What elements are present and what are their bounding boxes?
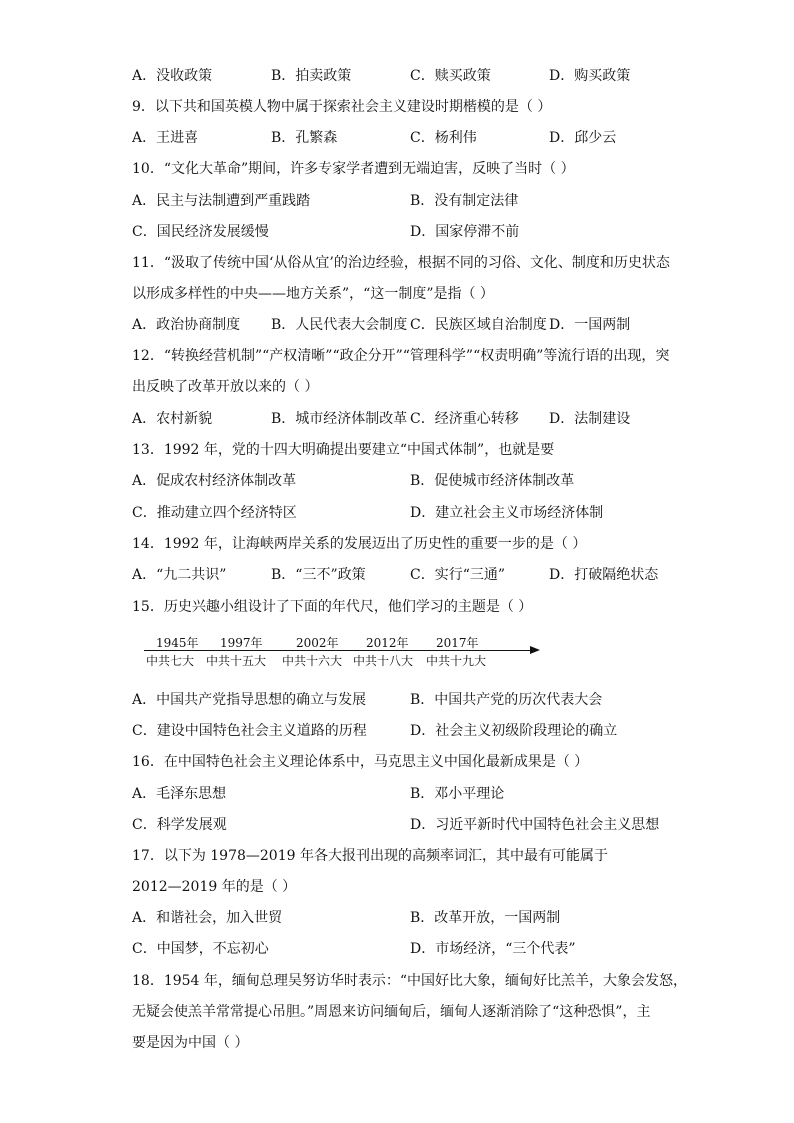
q15-option-d: D．社会主义初级阶段理论的确立 [410, 723, 618, 739]
q16-option-c: C．科学发展观 [132, 817, 227, 833]
q10-option-b: B．没有制定法律 [410, 193, 519, 209]
timeline-arrow-icon [530, 646, 540, 654]
q9-option-a: A．王进喜 [132, 130, 199, 146]
q17-option-b: B．改革开放，一国两制 [410, 910, 561, 926]
q15-option-b: B．中国共产党的历次代表大会 [410, 692, 603, 708]
q12-option-a: A．农村新貌 [132, 411, 213, 427]
q16-option-d: D．习近平新时代中国特色社会主义思想 [410, 817, 660, 833]
q13-option-b: B．促使城市经济体制改革 [410, 473, 575, 489]
q10-option-d: D．国家停滞不前 [410, 224, 520, 240]
q18-stem-line3: 要是因为中国（ ） [132, 1035, 249, 1051]
timeline-party-7: 中共七大 [146, 654, 195, 668]
q9-option-d: D．邱少云 [549, 130, 617, 146]
q15-option-c: C．建设中国特色社会主义道路的历程 [132, 723, 367, 739]
q13-option-c: C．推动建立四个经济特区 [132, 505, 297, 521]
q11-stem-line2: 以形成多样性的中央——地方关系”，“这一制度”是指（ ） [132, 286, 494, 302]
q10-stem: 10．“文化大革命”期间，许多专家学者遭到无端迫害，反映了当时（ ） [132, 161, 575, 177]
q12-option-d: D．法制建设 [549, 411, 631, 427]
q14-option-d: D．打破隔绝状态 [549, 567, 659, 583]
timeline-party-18: 中共十八大 [353, 654, 414, 668]
q11-option-b: B．人民代表大会制度 [271, 317, 408, 333]
q14-stem: 14．1992 年，让海峡两岸关系的发展迈出了历史性的重要一步的是（ ） [132, 536, 587, 552]
timeline-party-15: 中共十五大 [206, 654, 267, 668]
q8-option-d: D．购买政策 [549, 68, 631, 84]
q16-stem: 16．在中国特色社会主义理论体系中，马克思主义中国化最新成果是（ ） [132, 754, 589, 770]
timeline-ruler [140, 630, 550, 670]
q11-option-a: A．政治协商制度 [132, 317, 241, 333]
q12-option-c: C．经济重心转移 [410, 411, 519, 427]
timeline-year-1945: 1945年 [156, 636, 199, 650]
q11-stem-line1: 11．“汲取了传统中国‘从俗从宜’的治边经验，根据不同的习俗、文化、制度和历史状态 [132, 255, 670, 271]
timeline-year-1997: 1997年 [220, 636, 263, 650]
q18-stem-line2: 无疑会使羔羊常常提心吊胆。”周恩来访问缅甸后，缅甸人逐渐消除了“这种恐惧”，主 [132, 1004, 651, 1020]
q8-option-b: B．拍卖政策 [271, 68, 352, 84]
q14-option-c: C．实行“三通” [410, 567, 506, 583]
q9-option-b: B．孔繁森 [271, 130, 338, 146]
q16-option-b: B．邓小平理论 [410, 786, 505, 802]
q17-stem-line1: 17．以下为 1978—2019 年各大报刊出现的高频率词汇，其中最有可能属于 [132, 848, 608, 864]
q17-option-d: D．市场经济，“三个代表” [410, 941, 576, 957]
q17-stem-line2: 2012—2019 年的是（ ） [132, 879, 297, 895]
q8-option-a: A．没收政策 [132, 68, 213, 84]
q13-option-d: D．建立社会主义市场经济体制 [410, 505, 604, 521]
timeline-year-2002: 2002年 [296, 636, 339, 650]
q12-option-b: B．城市经济体制改革 [271, 411, 408, 427]
q15-stem: 15．历史兴趣小组设计了下面的年代尺，他们学习的主题是（ ） [132, 599, 533, 615]
q12-stem-line2: 出反映了改革开放以来的（ ） [132, 379, 319, 395]
q9-stem: 9．以下共和国英模人物中属于探索社会主义建设时期楷模的是（ ） [132, 99, 552, 115]
q16-option-a: A．毛泽东思想 [132, 786, 227, 802]
q11-option-d: D．一国两制 [549, 317, 631, 333]
q8-option-c: C．赎买政策 [410, 68, 491, 84]
timeline-party-19: 中共十九大 [426, 654, 487, 668]
q15-option-a: A．中国共产党指导思想的确立与发展 [132, 692, 367, 708]
q10-option-c: C．国民经济发展缓慢 [132, 224, 269, 240]
q12-stem-line1: 12．“转换经营机制”“产权清晰”“政企分开”“管理科学”“权责明确”等流行语的出现，突 [132, 348, 670, 364]
q14-option-b: B．“三不”政策 [271, 567, 366, 583]
q17-option-c: C．中国梦，不忘初心 [132, 941, 269, 957]
timeline-axis [144, 650, 532, 651]
timeline-year-2012: 2012年 [366, 636, 409, 650]
q13-option-a: A．促成农村经济体制改革 [132, 473, 297, 489]
q10-option-a: A．民主与法制遭到严重践踏 [132, 193, 311, 209]
q17-option-a: A．和谐社会，加入世贸 [132, 910, 283, 926]
q9-option-c: C．杨利伟 [410, 130, 477, 146]
q13-stem: 13．1992 年，党的十四大明确提出要建立“中国式体制”，也就是要 [132, 442, 555, 458]
timeline-party-16: 中共十六大 [282, 654, 343, 668]
timeline-year-2017: 2017年 [436, 636, 479, 650]
q14-option-a: A．“九二共识” [132, 567, 227, 583]
q18-stem-line1: 18．1954 年，缅甸总理吴努访华时表示：“中国好比大象，缅甸好比羔羊，大象会发怒， [132, 973, 688, 989]
q11-option-c: C．民族区域自治制度 [410, 317, 547, 333]
